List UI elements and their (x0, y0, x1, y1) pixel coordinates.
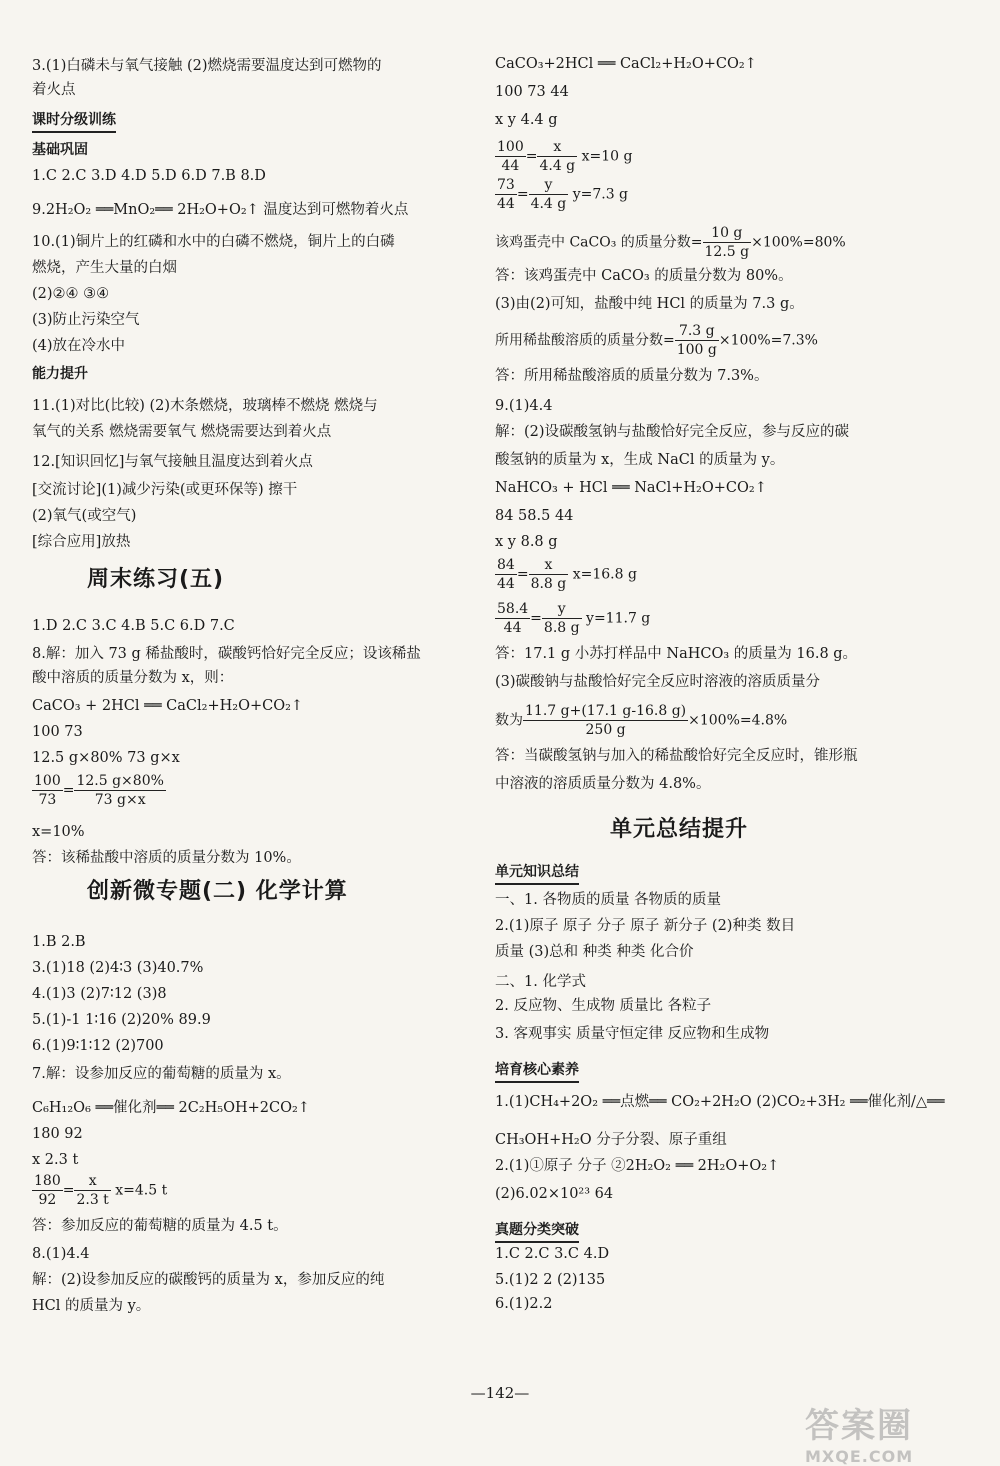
denominator: 44 (497, 576, 515, 592)
fraction-tail: x=10 g (577, 148, 633, 165)
denominator: 100 g (676, 342, 717, 358)
text-line: (2)②④ ③④ (32, 286, 110, 302)
numerator: 100 (34, 773, 61, 789)
numerator: x (74, 1172, 110, 1191)
section-title: 单元总结提升 (610, 817, 749, 842)
text-line: CaCO₃ + 2HCl ══ CaCl₂+H₂O+CO₂↑ (32, 698, 304, 714)
text-line: (2)6.02×10²³ 64 (495, 1186, 614, 1202)
numerator: x (529, 556, 569, 575)
fraction-tail: x=16.8 g (568, 566, 637, 583)
subsection-heading: 培育核心素养 (495, 1060, 579, 1083)
text-line: (3)由(2)可知，盐酸中纯 HCl 的质量为 7.3 g。 (495, 296, 804, 312)
denominator: 2.3 t (76, 1192, 109, 1208)
denominator: 44 (497, 196, 515, 212)
fraction (495, 176, 517, 213)
fraction-prefix: 该鸡蛋壳中 CaCO₃ 的质量分数= (495, 234, 703, 251)
text-line: 2.(1)原子 原子 分子 原子 新分子 (2)种类 数目 (495, 918, 796, 934)
numerator: 180 (34, 1173, 61, 1189)
fraction-tail: x=4.5 t (110, 1182, 168, 1199)
text-line: 答：参加反应的葡萄糖的质量为 4.5 t。 (32, 1218, 288, 1234)
fraction (523, 702, 688, 739)
fraction-line (32, 1172, 167, 1209)
text-line: x=10% (32, 824, 85, 840)
text-line: 6.(1)9∶1∶12 (2)700 (32, 1038, 164, 1054)
numerator: 73 (497, 177, 515, 193)
denominator: 12.5 g (704, 244, 750, 260)
watermark-logo (805, 1398, 980, 1466)
text-line: 中溶液的溶质质量分数为 4.8%。 (495, 776, 711, 792)
text-line: x y 8.8 g (495, 534, 558, 550)
fraction (495, 600, 530, 637)
text-line: 1.(1)CH₄+2O₂ ══点燃══ CO₂+2H₂O (2)CO₂+3H₂ ══催化剂/△══ (495, 1094, 945, 1110)
fraction-rest: = (62, 782, 75, 799)
denominator: 250 g (585, 722, 626, 738)
text-line: 4.(1)3 (2)7∶12 (3)8 (32, 986, 167, 1002)
text-line: 氧气的关系 燃烧需要氧气 燃烧需要达到着火点 (32, 424, 332, 440)
text-line: 10.(1)铜片上的红磷和水中的白磷不燃烧，铜片上的白磷 (32, 234, 395, 250)
denominator: 73 g×x (94, 792, 146, 808)
text-line: (3)碳酸钠与盐酸恰好完全反应时溶液的溶质质量分 (495, 674, 821, 690)
text-line: 100 73 44 (495, 84, 569, 100)
fraction-rest: ×100%=7.3% (718, 332, 818, 349)
fraction (74, 1172, 110, 1209)
fraction-line (495, 138, 632, 175)
text-line: 84 58.5 44 (495, 508, 574, 524)
fraction-rest: = (516, 186, 529, 203)
text-line: 11.(1)对比(比较) (2)木条燃烧，玻璃棒不燃烧 燃烧与 (32, 398, 378, 414)
text-line: 8.(1)4.4 (32, 1246, 90, 1262)
denominator: 44 (503, 620, 522, 636)
text-line: 7.解：设参加反应的葡萄糖的质量为 x。 (32, 1066, 291, 1082)
text-line: 燃烧，产生大量的白烟 (32, 260, 177, 276)
text-line: 3.(1)白磷未与氧气接触 (2)燃烧需要温度达到可燃物的 (32, 58, 382, 74)
fraction (542, 600, 582, 637)
fraction-line (495, 224, 846, 261)
text-line: 着火点 (32, 82, 76, 98)
fraction-rest: ×100%=4.8% (688, 712, 788, 729)
text-line: 答：该稀盐酸中溶质的质量分数为 10%。 (32, 850, 301, 866)
page-number: —142— (470, 1384, 530, 1402)
denominator: 92 (38, 1192, 57, 1208)
denominator: 8.8 g (543, 620, 580, 636)
denominator: 4.4 g (539, 158, 576, 174)
fraction-line (495, 322, 818, 359)
text-line: 6.(1)2.2 (495, 1296, 553, 1312)
section-title: 周末练习(五) (87, 567, 225, 592)
fraction-prefix: 所用稀盐酸溶质的质量分数= (495, 332, 675, 349)
text-line: 180 92 (32, 1126, 83, 1142)
text-line: CH₃OH+H₂O 分子分裂、原子重组 (495, 1132, 727, 1148)
text-line: 答：当碳酸氢钠与加入的稀盐酸恰好完全反应时，锥形瓶 (495, 748, 858, 764)
subsection-heading: 课时分级训练 (32, 110, 116, 133)
text-line: 解：(2)设碳酸氢钠与盐酸恰好完全反应，参与反应的碳 (495, 424, 850, 440)
text-line: [交流讨论](1)减少污染(或更环保等) 擦干 (32, 482, 298, 498)
fraction-rest: ×100%=80% (751, 234, 846, 251)
fraction (74, 772, 165, 809)
numerator: x (537, 138, 577, 157)
numerator: 11.7 g+(17.1 g-16.8 g) (525, 703, 687, 719)
fraction-rest: = (62, 1182, 75, 1199)
fraction-prefix: 数为 (495, 712, 523, 729)
text-line: 答：17.1 g 小苏打样品中 NaHCO₃ 的质量为 16.8 g。 (495, 646, 858, 662)
fraction (529, 556, 569, 593)
subsection-heading: 能力提升 (32, 366, 88, 382)
text-line: 2.(1)①原子 分子 ②2H₂O₂ ══ 2H₂O+O₂↑ (495, 1158, 780, 1174)
denominator: 4.4 g (530, 196, 567, 212)
fraction-tail: y=11.7 g (581, 610, 651, 627)
text-line: 1.C 2.C 3.C 4.D (495, 1246, 610, 1262)
watermark-text: 答案圈 (805, 1406, 913, 1446)
text-line: 100 73 (32, 724, 83, 740)
text-line: 1.B 2.B (32, 934, 86, 950)
denominator: 44 (501, 158, 520, 174)
watermark-url: MXQE.COM (805, 1447, 914, 1466)
text-line: (2)氧气(或空气) (32, 508, 137, 524)
text-line: 酸氢钠的质量为 x，生成 NaCl 的质量为 y。 (495, 452, 785, 468)
numerator: y (542, 600, 582, 619)
text-line: 答：所用稀盐酸溶质的质量分数为 7.3%。 (495, 368, 769, 384)
text-line: 质量 (3)总和 种类 种类 化合价 (495, 944, 694, 960)
text-line: 解：(2)设参加反应的碳酸钙的质量为 x，参加反应的纯 (32, 1272, 385, 1288)
numerator: 58.4 (497, 601, 529, 617)
text-line: 9.2H₂O₂ ══MnO₂══ 2H₂O+O₂↑ 温度达到可燃物着火点 (32, 202, 409, 218)
subsection-heading: 真题分类突破 (495, 1220, 579, 1243)
text-line: 12.5 g×80% 73 g×x (32, 750, 180, 766)
text-line: 2. 反应物、生成物 质量比 各粒子 (495, 998, 712, 1014)
denominator: 73 (38, 792, 57, 808)
fraction (703, 224, 752, 261)
fraction-rest: = (530, 610, 542, 627)
text-line: 9.(1)4.4 (495, 398, 553, 414)
text-line: 二、1. 化学式 (495, 974, 586, 990)
text-line: 12.[知识回忆]与氧气接触且温度达到着火点 (32, 454, 313, 470)
subsection-heading: 单元知识总结 (495, 862, 579, 885)
fraction-line (495, 556, 637, 593)
numerator: 7.3 g (675, 322, 719, 341)
text-line: 1.C 2.C 3.D 4.D 5.D 6.D 7.B 8.D (32, 168, 266, 184)
text-line: 3.(1)18 (2)4∶3 (3)40.7% (32, 960, 204, 976)
fraction-line (32, 772, 166, 809)
text-line: 3. 客观事实 质量守恒定律 反应物和生成物 (495, 1026, 770, 1042)
fraction (537, 138, 577, 175)
numerator: 12.5 g×80% (76, 773, 164, 789)
text-line: x y 4.4 g (495, 112, 558, 128)
fraction (495, 138, 526, 175)
fraction (675, 322, 719, 359)
text-line: (3)防止污染空气 (32, 312, 140, 328)
text-line: CaCO₃+2HCl ══ CaCl₂+H₂O+CO₂↑ (495, 56, 757, 72)
text-line: [综合应用]放热 (32, 534, 131, 550)
numerator: 84 (497, 557, 515, 573)
text-line: 一、1. 各物质的质量 各物质的质量 (495, 892, 722, 908)
fraction (32, 1172, 63, 1209)
text-line: 8.解：加入 73 g 稀盐酸时，碳酸钙恰好完全反应；设该稀盐 (32, 646, 421, 662)
fraction (495, 556, 517, 593)
text-line: 答：该鸡蛋壳中 CaCO₃ 的质量分数为 80%。 (495, 268, 793, 284)
numerator: y (529, 176, 569, 195)
text-line: C₆H₁₂O₆ ══催化剂══ 2C₂H₅OH+2CO₂↑ (32, 1100, 310, 1116)
denominator: 8.8 g (530, 576, 567, 592)
text-line: HCl 的质量为 y。 (32, 1298, 151, 1314)
numerator: 100 (497, 139, 524, 155)
fraction-rest: = (516, 566, 529, 583)
fraction-rest: = (525, 148, 538, 165)
section-title: 创新微专题(二) 化学计算 (87, 879, 348, 904)
text-line: 5.(1)2 2 (2)135 (495, 1272, 606, 1288)
fraction-tail: y=7.3 g (568, 186, 629, 203)
fraction (529, 176, 569, 213)
numerator: 10 g (703, 224, 752, 243)
text-line: 1.D 2.C 3.C 4.B 5.C 6.D 7.C (32, 618, 235, 634)
text-line: NaHCO₃ + HCl ══ NaCl+H₂O+CO₂↑ (495, 480, 767, 496)
subsection-heading: 基础巩固 (32, 142, 88, 158)
fraction (32, 772, 63, 809)
text-line: 5.(1)-1 1∶16 (2)20% 89.9 (32, 1012, 211, 1028)
fraction-line (495, 702, 787, 739)
text-line: (4)放在冷水中 (32, 338, 126, 354)
fraction-line (495, 600, 650, 637)
text-line: x 2.3 t (32, 1152, 79, 1168)
fraction-line (495, 176, 628, 213)
text-line: 酸中溶质的质量分数为 x，则： (32, 670, 234, 686)
